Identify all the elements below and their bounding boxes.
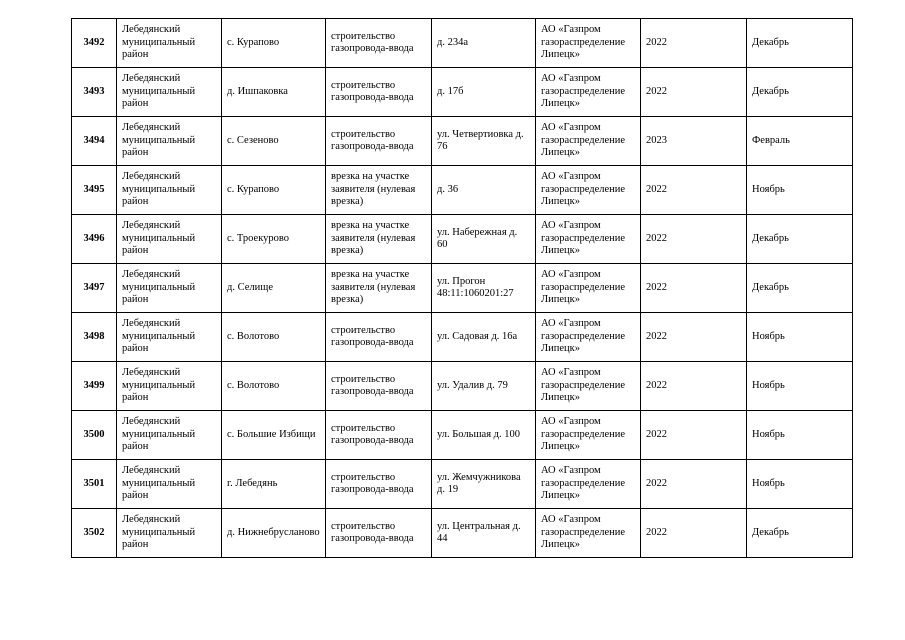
cell-district: Лебедянский муниципальный район <box>117 313 222 362</box>
cell-work-type: строительство газопровода-ввода <box>326 411 432 460</box>
cell-work-type: врезка на участке заявителя (нулевая врезка) <box>326 166 432 215</box>
cell-month: Декабрь <box>747 215 853 264</box>
cell-address: ул. Набережная д. 60 <box>432 215 536 264</box>
cell-address: ул. Четвертиовка д. 76 <box>432 117 536 166</box>
cell-month: Декабрь <box>747 264 853 313</box>
cell-settlement: с. Большие Избищи <box>222 411 326 460</box>
cell-district: Лебедянский муниципальный район <box>117 362 222 411</box>
cell-district: Лебедянский муниципальный район <box>117 411 222 460</box>
cell-organization: АО «Газпром газораспределение Липецк» <box>536 264 641 313</box>
cell-year: 2022 <box>641 509 747 558</box>
table-row <box>72 19 853 68</box>
cell-address: ул. Жемчужникова д. 19 <box>432 460 536 509</box>
cell-year: 2022 <box>641 68 747 117</box>
cell-month: Декабрь <box>747 509 853 558</box>
cell-year: 2022 <box>641 460 747 509</box>
cell-year: 2022 <box>641 264 747 313</box>
cell-month: Февраль <box>747 117 853 166</box>
cell-number: 3495 <box>72 166 117 215</box>
cell-number: 3496 <box>72 215 117 264</box>
cell-work-type: строительство газопровода-ввода <box>326 117 432 166</box>
cell-work-type: врезка на участке заявителя (нулевая врезка) <box>326 264 432 313</box>
cell-address: ул. Садовая д. 16а <box>432 313 536 362</box>
cell-work-type: строительство газопровода-ввода <box>326 362 432 411</box>
cell-month: Декабрь <box>747 19 853 68</box>
cell-organization: АО «Газпром газораспределение Липецк» <box>536 68 641 117</box>
cell-address: ул. Центральная д. 44 <box>432 509 536 558</box>
cell-month: Ноябрь <box>747 313 853 362</box>
cell-number: 3499 <box>72 362 117 411</box>
table-row <box>72 460 853 509</box>
cell-district: Лебедянский муниципальный район <box>117 117 222 166</box>
cell-settlement: с. Волотово <box>222 362 326 411</box>
table-body <box>72 19 853 558</box>
cell-number: 3493 <box>72 68 117 117</box>
cell-district: Лебедянский муниципальный район <box>117 264 222 313</box>
cell-number: 3500 <box>72 411 117 460</box>
cell-year: 2022 <box>641 362 747 411</box>
table-row <box>72 166 853 215</box>
cell-work-type: строительство газопровода-ввода <box>326 68 432 117</box>
table-row <box>72 313 853 362</box>
cell-organization: АО «Газпром газораспределение Липецк» <box>536 411 641 460</box>
cell-address: д. 17б <box>432 68 536 117</box>
cell-year: 2022 <box>641 411 747 460</box>
cell-month: Декабрь <box>747 68 853 117</box>
cell-address: ул. Удалив д. 79 <box>432 362 536 411</box>
cell-year: 2022 <box>641 19 747 68</box>
cell-year: 2023 <box>641 117 747 166</box>
cell-settlement: д. Нижнебрусланово <box>222 509 326 558</box>
table-row <box>72 117 853 166</box>
cell-number: 3501 <box>72 460 117 509</box>
cell-number: 3502 <box>72 509 117 558</box>
cell-settlement: с. Троекурово <box>222 215 326 264</box>
cell-organization: АО «Газпром газораспределение Липецк» <box>536 460 641 509</box>
cell-number: 3494 <box>72 117 117 166</box>
cell-organization: АО «Газпром газораспределение Липецк» <box>536 166 641 215</box>
table-row <box>72 362 853 411</box>
table-row <box>72 215 853 264</box>
cell-month: Ноябрь <box>747 460 853 509</box>
cell-settlement: д. Селище <box>222 264 326 313</box>
table-row <box>72 509 853 558</box>
cell-district: Лебедянский муниципальный район <box>117 215 222 264</box>
cell-settlement: д. Ишпаковка <box>222 68 326 117</box>
cell-organization: АО «Газпром газораспределение Липецк» <box>536 19 641 68</box>
cell-organization: АО «Газпром газораспределение Липецк» <box>536 313 641 362</box>
cell-organization: АО «Газпром газораспределение Липецк» <box>536 117 641 166</box>
table-row <box>72 264 853 313</box>
cell-year: 2022 <box>641 166 747 215</box>
cell-settlement: г. Лебедянь <box>222 460 326 509</box>
cell-address: ул. Большая д. 100 <box>432 411 536 460</box>
cell-district: Лебедянский муниципальный район <box>117 460 222 509</box>
cell-address: д. 234а <box>432 19 536 68</box>
cell-organization: АО «Газпром газораспределение Липецк» <box>536 509 641 558</box>
cell-address: ул. Прогон 48:11:1060201:27 <box>432 264 536 313</box>
cell-settlement: с. Курапово <box>222 166 326 215</box>
cell-organization: АО «Газпром газораспределение Липецк» <box>536 362 641 411</box>
table-row <box>72 68 853 117</box>
cell-month: Ноябрь <box>747 166 853 215</box>
cell-year: 2022 <box>641 215 747 264</box>
cell-district: Лебедянский муниципальный район <box>117 68 222 117</box>
cell-work-type: строительство газопровода-ввода <box>326 509 432 558</box>
cell-month: Ноябрь <box>747 411 853 460</box>
cell-number: 3498 <box>72 313 117 362</box>
cell-settlement: с. Волотово <box>222 313 326 362</box>
cell-organization: АО «Газпром газораспределение Липецк» <box>536 215 641 264</box>
cell-work-type: строительство газопровода-ввода <box>326 19 432 68</box>
cell-address: д. 36 <box>432 166 536 215</box>
cell-work-type: строительство газопровода-ввода <box>326 313 432 362</box>
gasification-table <box>71 18 853 558</box>
cell-district: Лебедянский муниципальный район <box>117 509 222 558</box>
cell-work-type: строительство газопровода-ввода <box>326 460 432 509</box>
cell-month: Ноябрь <box>747 362 853 411</box>
cell-settlement: с. Курапово <box>222 19 326 68</box>
cell-district: Лебедянский муниципальный район <box>117 166 222 215</box>
cell-settlement: с. Сезеново <box>222 117 326 166</box>
cell-year: 2022 <box>641 313 747 362</box>
cell-work-type: врезка на участке заявителя (нулевая врезка) <box>326 215 432 264</box>
cell-district: Лебедянский муниципальный район <box>117 19 222 68</box>
cell-number: 3492 <box>72 19 117 68</box>
table-row <box>72 411 853 460</box>
cell-number: 3497 <box>72 264 117 313</box>
